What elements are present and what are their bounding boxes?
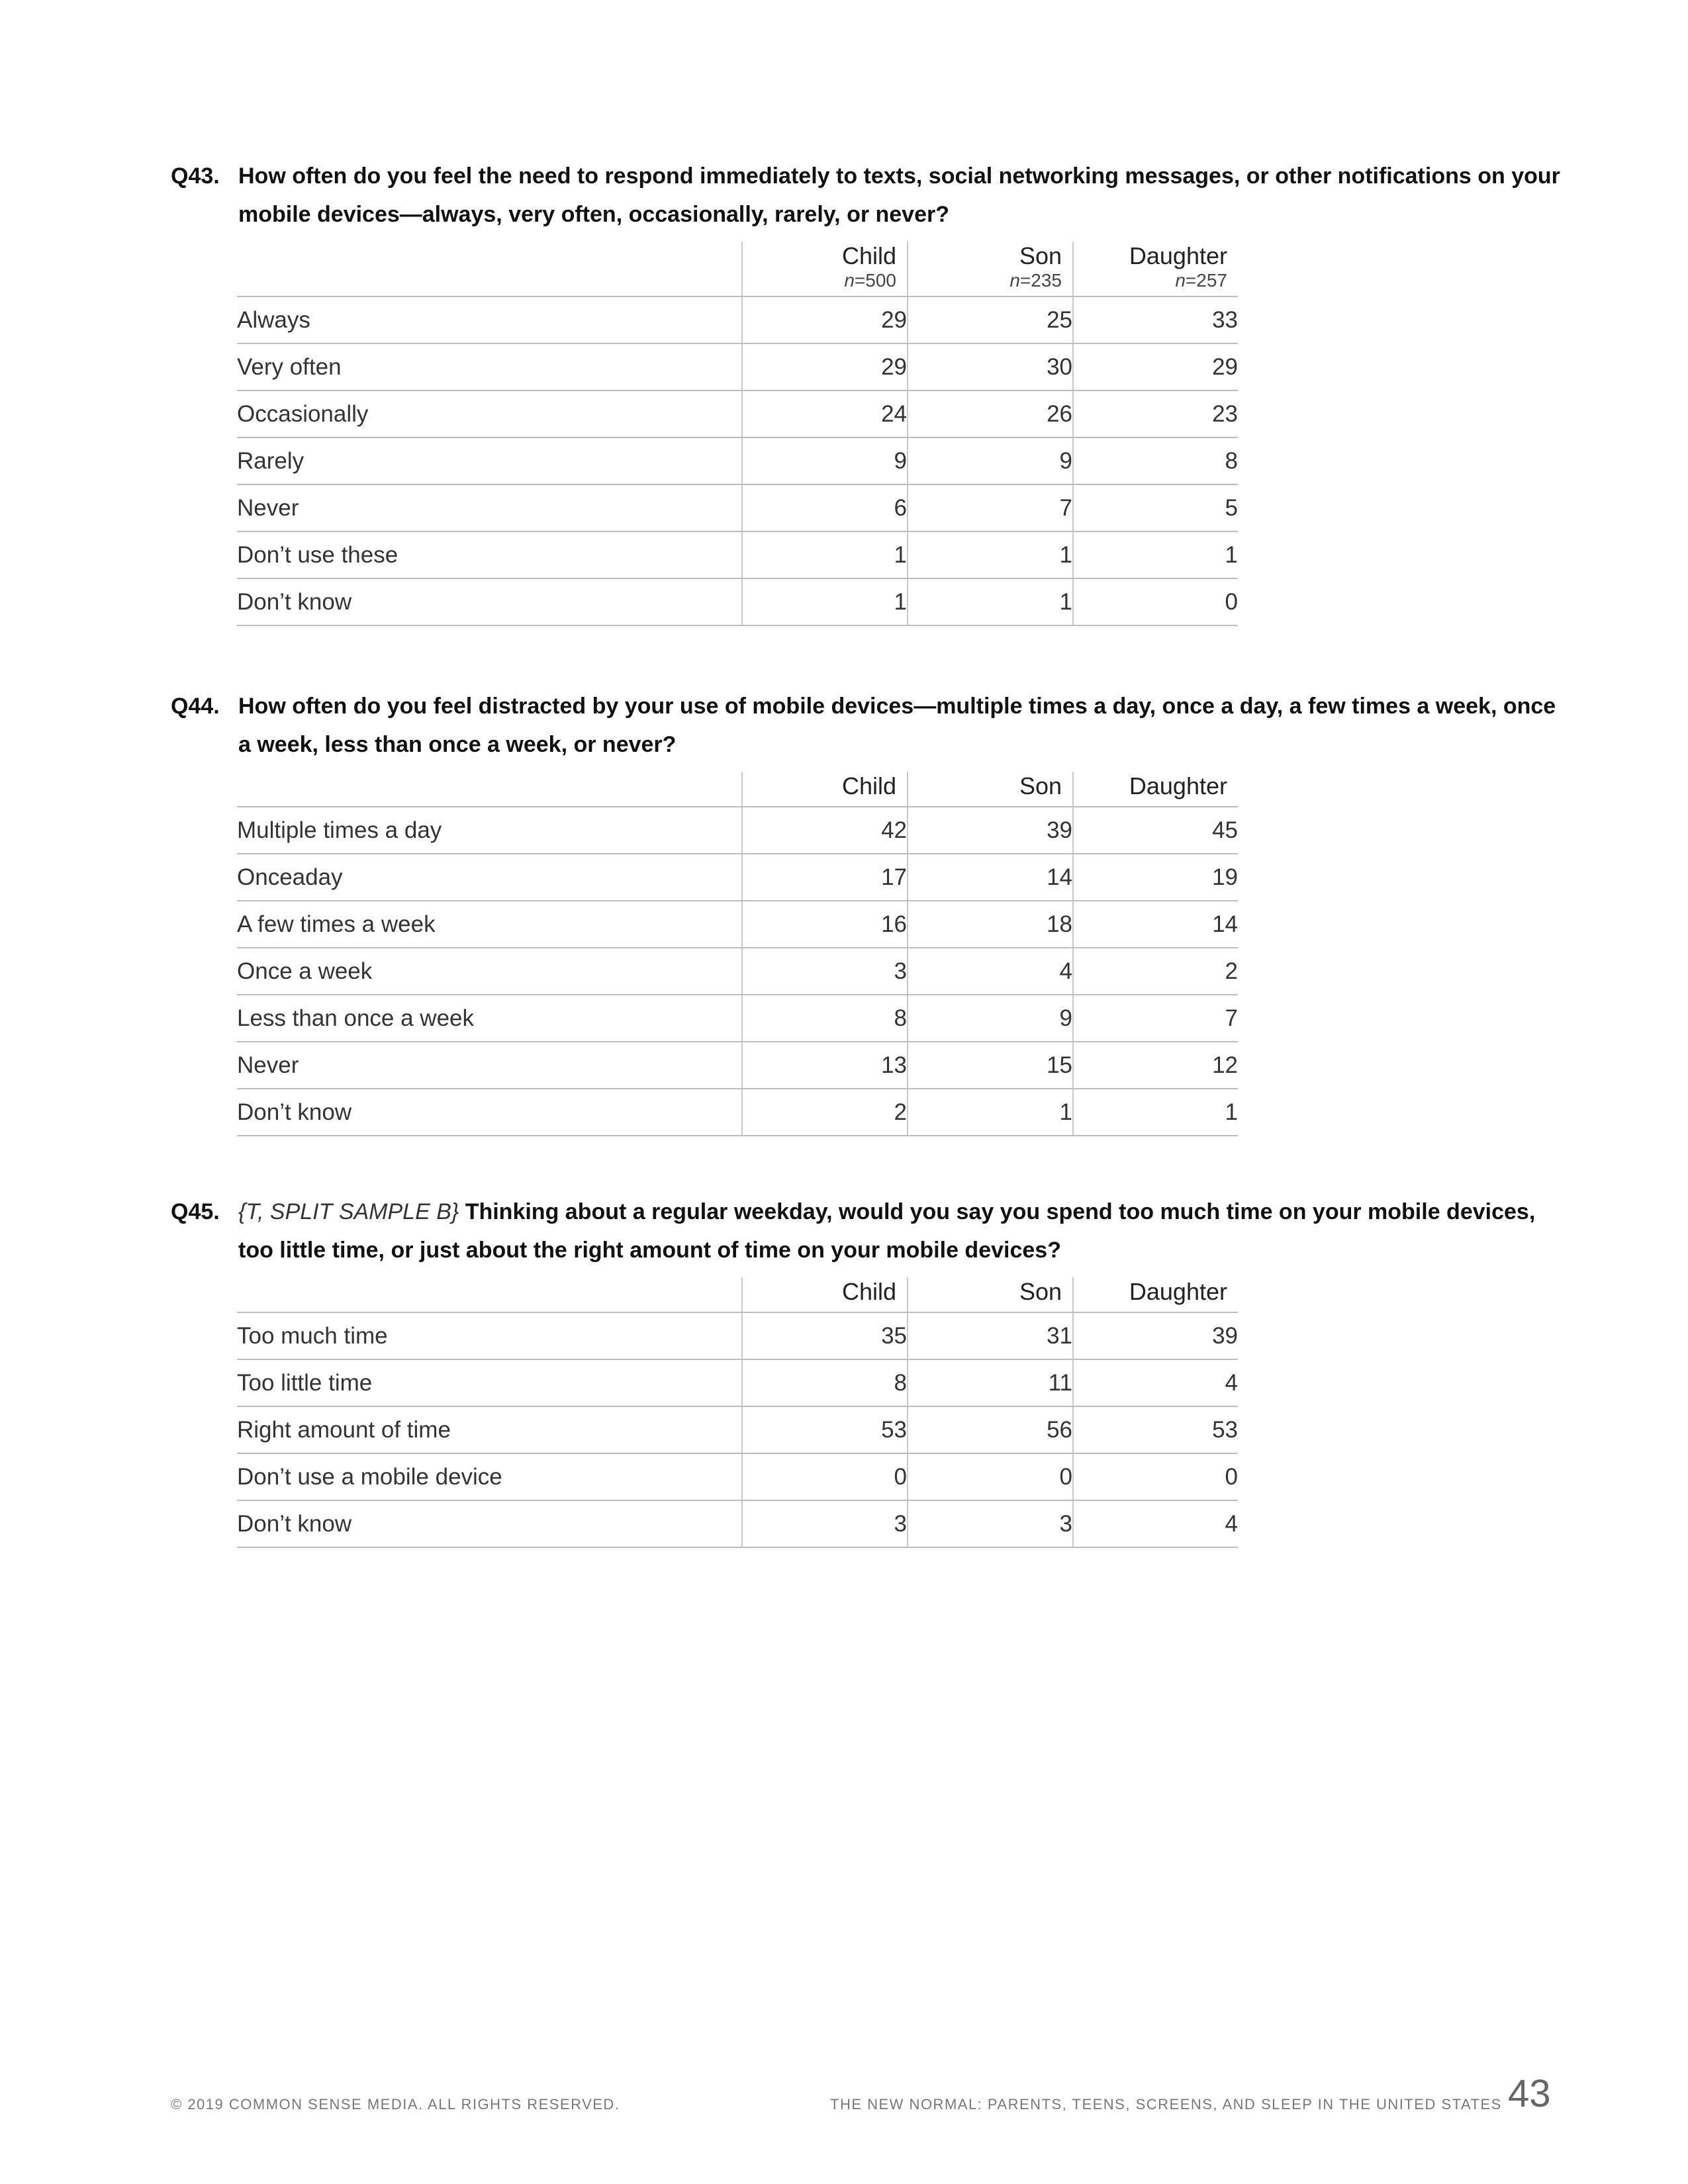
sample-size-value: =500 [854, 270, 896, 291]
daughter-value: 5 [1073, 484, 1238, 531]
row-label: Right amount of time [237, 1406, 742, 1453]
row-label: Very often [237, 343, 742, 390]
row-label: Too much time [237, 1312, 742, 1359]
question-number: Q45. [171, 1199, 220, 1224]
table-row [237, 1089, 1238, 1136]
table-row [237, 1312, 1238, 1359]
column-label: Child [841, 242, 896, 269]
row-label: Always [237, 296, 742, 343]
column-header-daughter [1073, 772, 1238, 807]
daughter-value: 7 [1073, 995, 1238, 1042]
child-value: 2 [742, 1089, 908, 1136]
daughter-value: 14 [1073, 901, 1238, 948]
table-header-row [237, 772, 1238, 807]
child-value: 35 [742, 1312, 908, 1359]
row-label: Don’t know [237, 578, 742, 625]
daughter-value: 23 [1073, 390, 1238, 437]
table-row [237, 901, 1238, 948]
column-label: Son [1019, 1278, 1062, 1305]
row-label: Don’t use a mobile device [237, 1453, 742, 1500]
results-table [237, 1277, 1238, 1548]
daughter-value: 19 [1073, 854, 1238, 901]
son-value: 1 [908, 531, 1073, 578]
daughter-value: 12 [1073, 1042, 1238, 1089]
column-label: Son [1019, 772, 1062, 799]
table-row [237, 807, 1238, 854]
row-label: Never [237, 484, 742, 531]
sample-size [1074, 271, 1227, 291]
son-value: 39 [908, 807, 1073, 854]
table-row [237, 854, 1238, 901]
child-value: 9 [742, 437, 908, 484]
son-value: 9 [908, 995, 1073, 1042]
child-value: 0 [742, 1453, 908, 1500]
son-value: 3 [908, 1500, 1073, 1547]
son-value: 26 [908, 390, 1073, 437]
child-value: 3 [742, 948, 908, 995]
header-blank-cell [237, 1277, 742, 1312]
daughter-value: 4 [1073, 1500, 1238, 1547]
question-heading [171, 687, 1561, 764]
table-row [237, 995, 1238, 1042]
question-text: Thinking about a regular weekday, would you say you spend too much time on your mobile devices, too little time, or just about the right amount of time on your mobile devices? [238, 1199, 1536, 1263]
daughter-value: 39 [1073, 1312, 1238, 1359]
son-value: 1 [908, 578, 1073, 625]
table-row [237, 1406, 1238, 1453]
table-row [237, 484, 1238, 531]
row-label: Rarely [237, 437, 742, 484]
daughter-value: 0 [1073, 1453, 1238, 1500]
column-header-son [908, 772, 1073, 807]
question-number: Q44. [171, 694, 220, 719]
child-value: 16 [742, 901, 908, 948]
child-value: 29 [742, 296, 908, 343]
child-value: 53 [742, 1406, 908, 1453]
column-label: Child [841, 1278, 896, 1305]
row-label: Occasionally [237, 390, 742, 437]
row-label: Multiple times a day [237, 807, 742, 854]
table-row [237, 531, 1238, 578]
child-value: 24 [742, 390, 908, 437]
daughter-value: 2 [1073, 948, 1238, 995]
sample-size-prefix: n [844, 270, 855, 291]
child-value: 8 [742, 1359, 908, 1406]
column-label: Daughter [1129, 242, 1227, 269]
question-heading [171, 157, 1561, 234]
child-value: 6 [742, 484, 908, 531]
table-row [237, 390, 1238, 437]
row-label: Don’t know [237, 1500, 742, 1547]
row-label: Less than once a week [237, 995, 742, 1042]
column-header-child [742, 772, 908, 807]
column-header-child [742, 242, 908, 296]
row-label: Don’t know [237, 1089, 742, 1136]
son-value: 18 [908, 901, 1073, 948]
table-row [237, 343, 1238, 390]
copyright-notice: © 2019 COMMON SENSE MEDIA. ALL RIGHTS RESERVED. [171, 2096, 620, 2113]
child-value: 29 [742, 343, 908, 390]
question-q45 [171, 1193, 1561, 1548]
column-header-daughter [1073, 1277, 1238, 1312]
column-header-child [742, 1277, 908, 1312]
sample-size-value: =235 [1019, 270, 1062, 291]
row-label: Too little time [237, 1359, 742, 1406]
son-value: 9 [908, 437, 1073, 484]
son-value: 56 [908, 1406, 1073, 1453]
column-label: Son [1019, 242, 1062, 269]
column-label: Daughter [1129, 772, 1227, 799]
son-value: 15 [908, 1042, 1073, 1089]
question-number: Q43. [171, 163, 220, 189]
table-row [237, 948, 1238, 995]
page-number: 43 [1508, 2072, 1551, 2115]
question-heading [171, 1193, 1561, 1269]
column-label: Daughter [1129, 1278, 1227, 1305]
column-header-son [908, 1277, 1073, 1312]
daughter-value: 1 [1073, 1089, 1238, 1136]
table-row [237, 437, 1238, 484]
header-blank-cell [237, 772, 742, 807]
table-row [237, 1042, 1238, 1089]
child-value: 8 [742, 995, 908, 1042]
son-value: 11 [908, 1359, 1073, 1406]
sample-tag: {T, SPLIT SAMPLE B} [238, 1199, 459, 1224]
question-q43 [171, 157, 1561, 626]
child-value: 13 [742, 1042, 908, 1089]
daughter-value: 53 [1073, 1406, 1238, 1453]
row-label: Don’t use these [237, 531, 742, 578]
son-value: 31 [908, 1312, 1073, 1359]
table-row [237, 1359, 1238, 1406]
child-value: 17 [742, 854, 908, 901]
results-table [237, 242, 1238, 626]
sample-size-prefix: n [1175, 270, 1186, 291]
daughter-value: 33 [1073, 296, 1238, 343]
header-blank-cell [237, 242, 742, 296]
row-label: Once a week [237, 948, 742, 995]
son-value: 7 [908, 484, 1073, 531]
son-value: 1 [908, 1089, 1073, 1136]
table-header-row [237, 242, 1238, 296]
sample-size [908, 271, 1062, 291]
son-value: 4 [908, 948, 1073, 995]
results-table [237, 772, 1238, 1136]
sample-size-prefix: n [1009, 270, 1020, 291]
table-header-row [237, 1277, 1238, 1312]
column-header-daughter [1073, 242, 1238, 296]
daughter-value: 4 [1073, 1359, 1238, 1406]
sample-size [743, 271, 896, 291]
son-value: 25 [908, 296, 1073, 343]
table-row [237, 1500, 1238, 1547]
son-value: 30 [908, 343, 1073, 390]
column-label: Child [841, 772, 896, 799]
daughter-value: 1 [1073, 531, 1238, 578]
son-value: 14 [908, 854, 1073, 901]
row-label: A few times a week [237, 901, 742, 948]
table-row [237, 1453, 1238, 1500]
table-row [237, 578, 1238, 625]
question-text: How often do you feel distracted by your use of mobile devices—multiple times a day, once a day, a few times a week, once a week, less than once a week, or never? [238, 694, 1556, 757]
row-label: Onceaday [237, 854, 742, 901]
question-q44 [171, 687, 1561, 1136]
column-header-son [908, 242, 1073, 296]
row-label: Never [237, 1042, 742, 1089]
son-value: 0 [908, 1453, 1073, 1500]
child-value: 3 [742, 1500, 908, 1547]
daughter-value: 0 [1073, 578, 1238, 625]
child-value: 42 [742, 807, 908, 854]
daughter-value: 45 [1073, 807, 1238, 854]
child-value: 1 [742, 578, 908, 625]
table-row [237, 296, 1238, 343]
report-title: THE NEW NORMAL: PARENTS, TEENS, SCREENS, AND SLEEP IN THE UNITED STATES [830, 2096, 1502, 2113]
child-value: 1 [742, 531, 908, 578]
sample-size-value: =257 [1185, 270, 1227, 291]
daughter-value: 29 [1073, 343, 1238, 390]
daughter-value: 8 [1073, 437, 1238, 484]
question-text: How often do you feel the need to respond immediately to texts, social networking messages, or other notifications on your mobile devices—always, very often, occasionally, rarely, or never? [238, 163, 1560, 227]
